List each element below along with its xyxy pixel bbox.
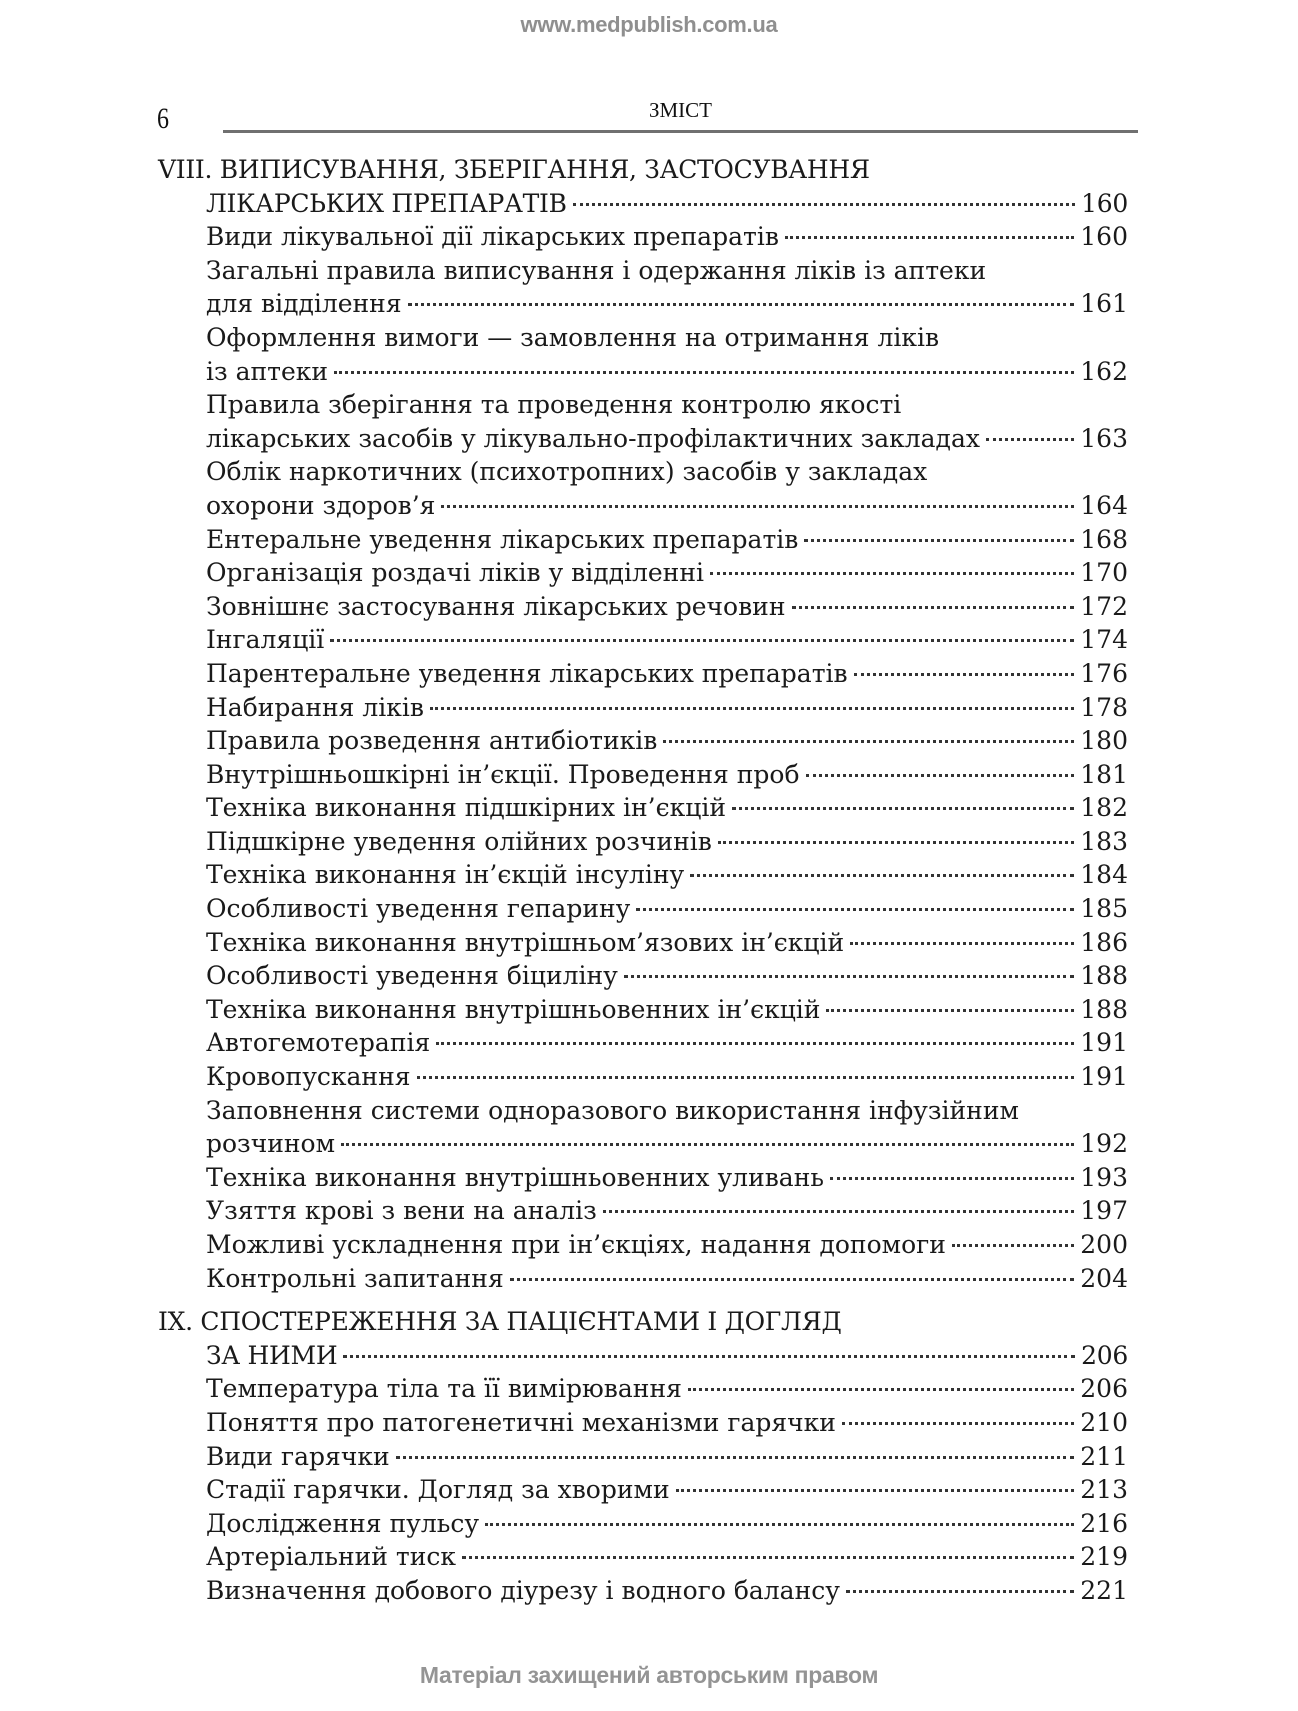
entry-page-number: 184 (1080, 860, 1128, 890)
entry-title-line: Оформлення вимоги — замовлення на отримання ліків (206, 322, 940, 352)
toc-entry[interactable] (158, 556, 1128, 590)
entry-row (158, 523, 1128, 557)
entry-title-line: Види лікувальної дії лікарських препаратів (206, 222, 779, 252)
entry-row (158, 926, 1128, 960)
entry-title-line: лікарських засобів у лікувально-профілактичних закладах (206, 423, 980, 453)
entry-row (158, 1228, 1128, 1262)
entry-title-line: Техніка виконання ін’єкцій інсуліну (206, 860, 685, 890)
chapter-page-number: 206 (1081, 1340, 1128, 1370)
entry-title-line: Техніка виконання підшкірних ін’єкцій (206, 793, 726, 823)
dot-leader (732, 807, 1074, 810)
entry-page-number: 204 (1080, 1263, 1128, 1293)
entry-title-line: Зовнішнє застосування лікарських речовин (206, 591, 786, 621)
entry-row (158, 1372, 1128, 1406)
entry-row (158, 1127, 1128, 1161)
dot-leader (806, 774, 1075, 777)
toc-entry[interactable] (158, 959, 1128, 993)
entry-title-line: Температура тіла та її вимірювання (206, 1374, 682, 1404)
entry-title-line: Підшкірне уведення олійних розчинів (206, 826, 712, 856)
entry-row (158, 422, 1128, 456)
chapter-title-line: IX. СПОСТЕРЕЖЕННЯ ЗА ПАЦІЄНТАМИ І ДОГЛЯД (158, 1307, 842, 1337)
entry-row (158, 959, 1128, 993)
entry-row (158, 825, 1128, 859)
entry-title-line: Внутрішньошкірні ін’єкції. Проведення проб (206, 759, 800, 789)
entry-row (158, 220, 1128, 254)
toc-entry[interactable] (158, 1540, 1128, 1574)
dot-leader (510, 1278, 1075, 1281)
entry-title-line: Контрольні запитання (206, 1263, 504, 1293)
entry-page-number: 183 (1080, 826, 1128, 856)
dot-leader (688, 1388, 1074, 1391)
entry-row (158, 1194, 1128, 1228)
toc-entry[interactable] (158, 623, 1128, 657)
dot-leader (417, 1076, 1075, 1079)
entry-title-line: Техніка виконання внутрішньовенних уливань (206, 1162, 824, 1192)
toc-entry[interactable] (158, 1574, 1128, 1608)
entry-row (158, 1540, 1128, 1574)
entry-page-number: 160 (1080, 222, 1128, 252)
entry-row (158, 1262, 1128, 1296)
entry-page-number: 191 (1080, 1028, 1128, 1058)
toc-entry[interactable] (158, 254, 1128, 321)
toc-entry[interactable] (158, 691, 1128, 725)
entry-row (158, 858, 1128, 892)
entry-page-number: 180 (1080, 726, 1128, 756)
toc-entry[interactable] (158, 892, 1128, 926)
dot-leader (485, 1523, 1074, 1526)
dot-leader (830, 1177, 1074, 1180)
dot-leader (792, 606, 1075, 609)
toc-entry[interactable] (158, 791, 1128, 825)
entry-title-line: Можливі ускладнення при ін’єкціях, надання допомоги (206, 1230, 946, 1259)
dot-leader (676, 1489, 1075, 1492)
dot-leader (718, 841, 1074, 844)
entry-page-number: 182 (1080, 793, 1128, 823)
entry-row (158, 1473, 1128, 1507)
dot-leader (986, 438, 1074, 441)
entry-title-line: Артеріальний тиск (206, 1542, 457, 1572)
entry-row (158, 1406, 1128, 1440)
entry-title-line: Організація роздачі ліків у відділенні (206, 558, 704, 588)
dot-leader (330, 639, 1074, 642)
toc-entry[interactable] (158, 926, 1128, 960)
entry-page-number: 172 (1080, 591, 1128, 621)
entry-title-line: Автогемотерапія (206, 1028, 431, 1058)
entry-row (158, 657, 1128, 691)
toc-entry[interactable] (158, 523, 1128, 557)
entry-row (158, 1440, 1128, 1474)
entry-title-line: Загальні правила виписування і одержання ліків із аптеки (206, 255, 987, 285)
dot-leader (804, 539, 1074, 542)
entry-page-number: 176 (1080, 658, 1128, 688)
dot-leader (462, 1556, 1074, 1559)
entry-page-number: 216 (1080, 1508, 1128, 1538)
entry-title-line: Поняття про патогенетичні механізми гарячки (206, 1407, 836, 1437)
dot-leader (952, 1244, 1074, 1247)
dot-leader (846, 1590, 1074, 1593)
entry-page-number: 162 (1080, 356, 1128, 386)
entry-page-number: 185 (1080, 894, 1128, 924)
chapter-page-number: 160 (1081, 188, 1128, 218)
chapter-title-row[interactable] (158, 1339, 1128, 1373)
entry-title-line: Правила розведення антибіотиків (206, 726, 658, 756)
dot-leader (408, 303, 1075, 306)
entry-row (158, 1161, 1128, 1195)
entry-title-line: розчином (206, 1129, 336, 1159)
dot-leader (850, 942, 1074, 945)
entry-title-line: із аптеки (206, 356, 329, 386)
toc-entry[interactable] (158, 1507, 1128, 1541)
entry-page-number: 210 (1080, 1407, 1128, 1437)
entry-title-line: Дослідження пульсу (206, 1508, 480, 1538)
entry-row (158, 892, 1128, 926)
entry-title-line: Ентеральне уведення лікарських препаратів (206, 524, 799, 554)
toc-entry[interactable] (158, 388, 1128, 455)
entry-page-number: 192 (1080, 1129, 1128, 1159)
dot-leader (441, 505, 1074, 508)
entry-page-number: 197 (1080, 1196, 1128, 1226)
dot-leader (573, 203, 1075, 206)
dot-leader (436, 1042, 1074, 1045)
entry-page-number: 211 (1080, 1441, 1128, 1471)
entry-page-number: 188 (1080, 961, 1128, 991)
entry-title-line: Техніка виконання внутрішньом’язових ін’єкцій (206, 927, 845, 957)
entry-title-line: Облік наркотичних (психотропних) засобів у закладах (206, 457, 928, 487)
entry-row (158, 556, 1128, 590)
toc-entry[interactable] (158, 858, 1128, 892)
entry-title-line: Кровопускання (206, 1062, 411, 1092)
watermark-bottom: Матеріал захищений авторським правом (419, 1662, 879, 1688)
dot-leader (603, 1210, 1075, 1213)
entry-title-line: охорони здоров’я (206, 490, 436, 520)
entry-page-number: 178 (1080, 692, 1128, 722)
toc-entry[interactable] (158, 1473, 1128, 1507)
toc-entry[interactable] (158, 455, 1128, 522)
entry-row (158, 691, 1128, 725)
entry-title-line: Набирання ліків (206, 692, 424, 722)
toc-entry[interactable] (158, 758, 1128, 792)
entry-title-line: Парентеральне уведення лікарських препаратів (206, 658, 848, 688)
entry-title-line: для відділення (206, 289, 402, 319)
chapter-title-line: ЗА НИМИ (206, 1340, 338, 1370)
entry-page-number: 193 (1080, 1162, 1128, 1192)
header-rule (223, 130, 1138, 133)
toc-entry[interactable] (158, 1228, 1128, 1262)
toc-entry[interactable] (158, 1060, 1128, 1094)
entry-row (158, 1026, 1128, 1060)
dot-leader (854, 673, 1075, 676)
entry-page-number: 188 (1080, 994, 1128, 1024)
entry-row (158, 590, 1128, 624)
dot-leader (343, 1355, 1075, 1358)
dot-leader (690, 874, 1074, 877)
entry-title-line: Стадії гарячки. Догляд за хворими (206, 1475, 670, 1505)
entry-row (158, 1574, 1128, 1608)
toc-entry[interactable] (158, 1440, 1128, 1474)
entry-page-number: 206 (1080, 1374, 1128, 1404)
dot-leader (430, 707, 1074, 710)
dot-leader (624, 975, 1074, 978)
entry-page-number: 186 (1080, 927, 1128, 957)
toc-entry[interactable] (158, 657, 1128, 691)
dot-leader (826, 1009, 1074, 1012)
toc-entry[interactable] (158, 1026, 1128, 1060)
entry-page-number: 200 (1080, 1230, 1128, 1259)
dot-leader (341, 1143, 1074, 1146)
chapter-title-line: ЛІКАРСЬКИХ ПРЕПАРАТІВ (206, 188, 567, 218)
entry-title-line: Інгаляції (206, 625, 325, 655)
toc-entry[interactable] (158, 590, 1128, 624)
entry-page-number: 163 (1080, 423, 1128, 453)
toc-entry[interactable] (158, 321, 1128, 388)
dot-leader (636, 908, 1074, 911)
entry-title-line: Визначення добового діурезу і водного балансу (206, 1575, 840, 1605)
entry-title-line: Узяття крові з вени на аналіз (206, 1196, 597, 1226)
entry-title-line: Заповнення системи одноразового використання інфузійним (206, 1095, 1019, 1125)
entry-row (158, 791, 1128, 825)
chapter-title-line: VIII. ВИПИСУВАННЯ, ЗБЕРІГАННЯ, ЗАСТОСУВАННЯ (158, 155, 870, 184)
toc-entry[interactable] (158, 993, 1128, 1027)
toc-entry[interactable] (158, 1406, 1128, 1440)
entry-page-number: 191 (1080, 1062, 1128, 1092)
dot-leader (842, 1422, 1074, 1425)
entry-row (158, 1507, 1128, 1541)
entry-title-line: Техніка виконання внутрішньовенних ін’єкцій (206, 994, 821, 1024)
toc-entry[interactable] (158, 1262, 1128, 1296)
entry-page-number: 168 (1080, 524, 1128, 554)
toc-entry[interactable] (158, 825, 1128, 859)
entry-page-number: 213 (1080, 1475, 1128, 1505)
toc-chapter (158, 1305, 1128, 1607)
chapter-title-row[interactable] (158, 187, 1128, 221)
dot-leader (396, 1456, 1075, 1459)
dot-leader (710, 572, 1074, 575)
entry-title-line: Правила зберігання та проведення контролю якості (206, 390, 902, 420)
entry-page-number: 164 (1080, 490, 1128, 520)
dot-leader (785, 236, 1074, 239)
entry-page-number: 221 (1080, 1575, 1128, 1605)
entry-row (158, 489, 1128, 523)
toc-entry[interactable] (158, 220, 1128, 254)
entry-page-number: 170 (1080, 558, 1128, 588)
entry-title-line: Види гарячки (206, 1441, 390, 1471)
toc-entry[interactable] (158, 724, 1128, 758)
entry-row (158, 1060, 1128, 1094)
page-number: 6 (157, 102, 169, 135)
running-head (0, 92, 1298, 142)
dot-leader (334, 371, 1074, 374)
entry-page-number: 174 (1080, 625, 1128, 655)
entry-title-line: Особливості уведення біциліну (206, 961, 618, 991)
toc-entry[interactable] (158, 1372, 1128, 1406)
entry-row (158, 287, 1128, 321)
toc-entry[interactable] (158, 1094, 1128, 1161)
entry-page-number: 181 (1080, 759, 1128, 789)
toc-entry[interactable] (158, 1161, 1128, 1195)
header-title: ЗМІСТ (648, 98, 713, 122)
watermark-top: www.medpublish.com.ua (520, 12, 778, 37)
entry-title-line: Особливості уведення гепарину (206, 894, 631, 924)
entry-row (158, 355, 1128, 389)
toc-chapter (158, 153, 1128, 1295)
entry-page-number: 161 (1080, 289, 1128, 319)
entry-row (158, 758, 1128, 792)
entry-row (158, 993, 1128, 1027)
entry-row (158, 724, 1128, 758)
entry-row (158, 623, 1128, 657)
table-of-contents (158, 153, 1128, 1608)
toc-entry[interactable] (158, 1194, 1128, 1228)
entry-page-number: 219 (1080, 1542, 1128, 1572)
dot-leader (663, 740, 1074, 743)
